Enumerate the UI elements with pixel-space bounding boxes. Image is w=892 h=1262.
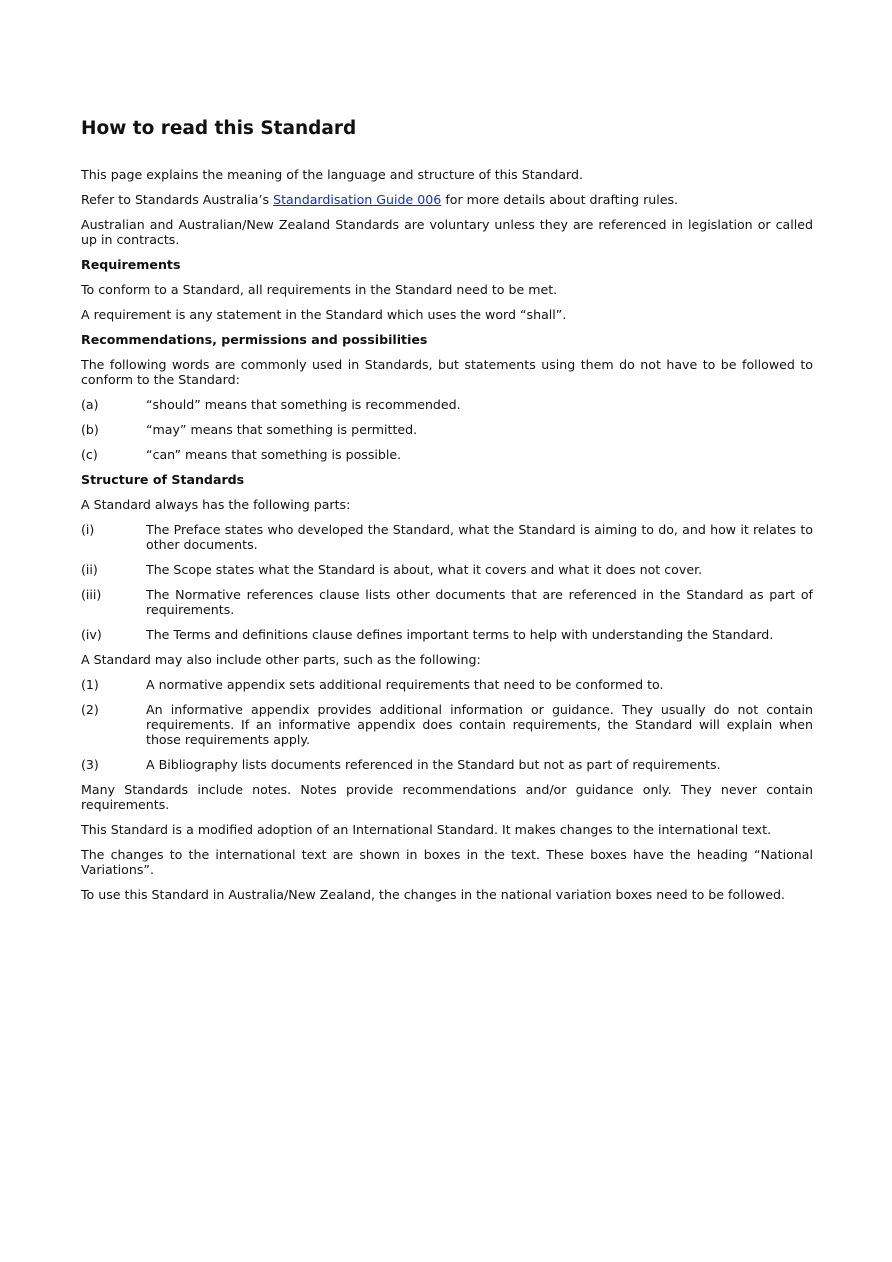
- list-item: [81, 447, 813, 462]
- list-item: [81, 397, 813, 412]
- list-item-label: (2): [81, 702, 99, 717]
- list-item-text: An informative appendix provides additional information or guidance. They usually do not contain requirements. If an informative appendix does contain requirements, the Standard will explain when those requirements apply.: [146, 702, 813, 747]
- list-item: [81, 522, 813, 552]
- page-title: How to read this Standard: [81, 118, 357, 139]
- guide-reference-prefix: Refer to Standards Australia’s: [81, 192, 274, 207]
- list-item-text: The Scope states what the Standard is about, what it covers and what it does not cover.: [146, 562, 703, 577]
- notes-paragraph: Many Standards include notes. Notes provide recommendations and/or guidance only. They never contain requirements.: [81, 782, 813, 812]
- list-item-label: (1): [81, 677, 99, 692]
- list-item-text: The Normative references clause lists other documents that are referenced in the Standard as part of requirements.: [146, 587, 813, 617]
- list-item: [81, 627, 813, 642]
- list-item-label: (b): [81, 422, 99, 437]
- list-item-text: “can” means that something is possible.: [146, 447, 402, 462]
- list-item-label: (3): [81, 757, 99, 772]
- list-item-text: A normative appendix sets additional requirements that need to be conformed to.: [146, 677, 664, 692]
- list-item-label: (iv): [81, 627, 102, 642]
- list-item-label: (a): [81, 397, 99, 412]
- list-item-text: The Preface states who developed the Standard, what the Standard is aiming to do, and how it relates to other documents.: [146, 522, 813, 552]
- list-item-label: (ii): [81, 562, 98, 577]
- list-item-text: The Terms and definitions clause defines important terms to help with understanding the Standard.: [146, 627, 774, 642]
- list-item: [81, 562, 813, 577]
- list-item: [81, 702, 813, 747]
- structure-paragraph-1: A Standard always has the following parts:: [81, 497, 351, 512]
- guide-reference-suffix: for more details about drafting rules.: [441, 192, 679, 207]
- standardisation-guide-link[interactable]: Standardisation Guide 006: [273, 192, 442, 207]
- recommendations-paragraph: The following words are commonly used in Standards, but statements using them do not have to be followed to conform to the Standard:: [81, 357, 813, 387]
- guide-reference-paragraph: [81, 192, 813, 207]
- structure-paragraph-2: A Standard may also include other parts, such as the following:: [81, 652, 481, 667]
- recommendations-heading: Recommendations, permissions and possibilities: [81, 332, 428, 347]
- intro-paragraph: This page explains the meaning of the language and structure of this Standard.: [81, 167, 584, 182]
- requirements-paragraph-2: A requirement is any statement in the Standard which uses the word “shall”.: [81, 307, 567, 322]
- requirements-heading: Requirements: [81, 257, 181, 272]
- changes-paragraph: The changes to the international text are shown in boxes in the text. These boxes have the heading “National Variations”.: [81, 847, 813, 877]
- list-item: [81, 677, 813, 692]
- list-item-text: “should” means that something is recommended.: [146, 397, 461, 412]
- adoption-paragraph: This Standard is a modified adoption of an International Standard. It makes changes to the international text.: [81, 822, 772, 837]
- list-item-text: “may” means that something is permitted.: [146, 422, 418, 437]
- list-item: [81, 757, 813, 772]
- list-item-text: A Bibliography lists documents referenced in the Standard but not as part of requirements.: [146, 757, 721, 772]
- list-item-label: (c): [81, 447, 98, 462]
- list-item-label: (i): [81, 522, 95, 537]
- national-variation-paragraph: To use this Standard in Australia/New Zealand, the changes in the national variation boxes need to be followed.: [81, 887, 785, 902]
- structure-heading: Structure of Standards: [81, 472, 245, 487]
- document-page: [81, 116, 813, 912]
- list-item: [81, 587, 813, 617]
- list-item-label: (iii): [81, 587, 102, 602]
- list-item: [81, 422, 813, 437]
- voluntary-paragraph: Australian and Australian/New Zealand Standards are voluntary unless they are referenced in legislation or called up in contracts.: [81, 217, 813, 247]
- requirements-paragraph-1: To conform to a Standard, all requirements in the Standard need to be met.: [81, 282, 558, 297]
